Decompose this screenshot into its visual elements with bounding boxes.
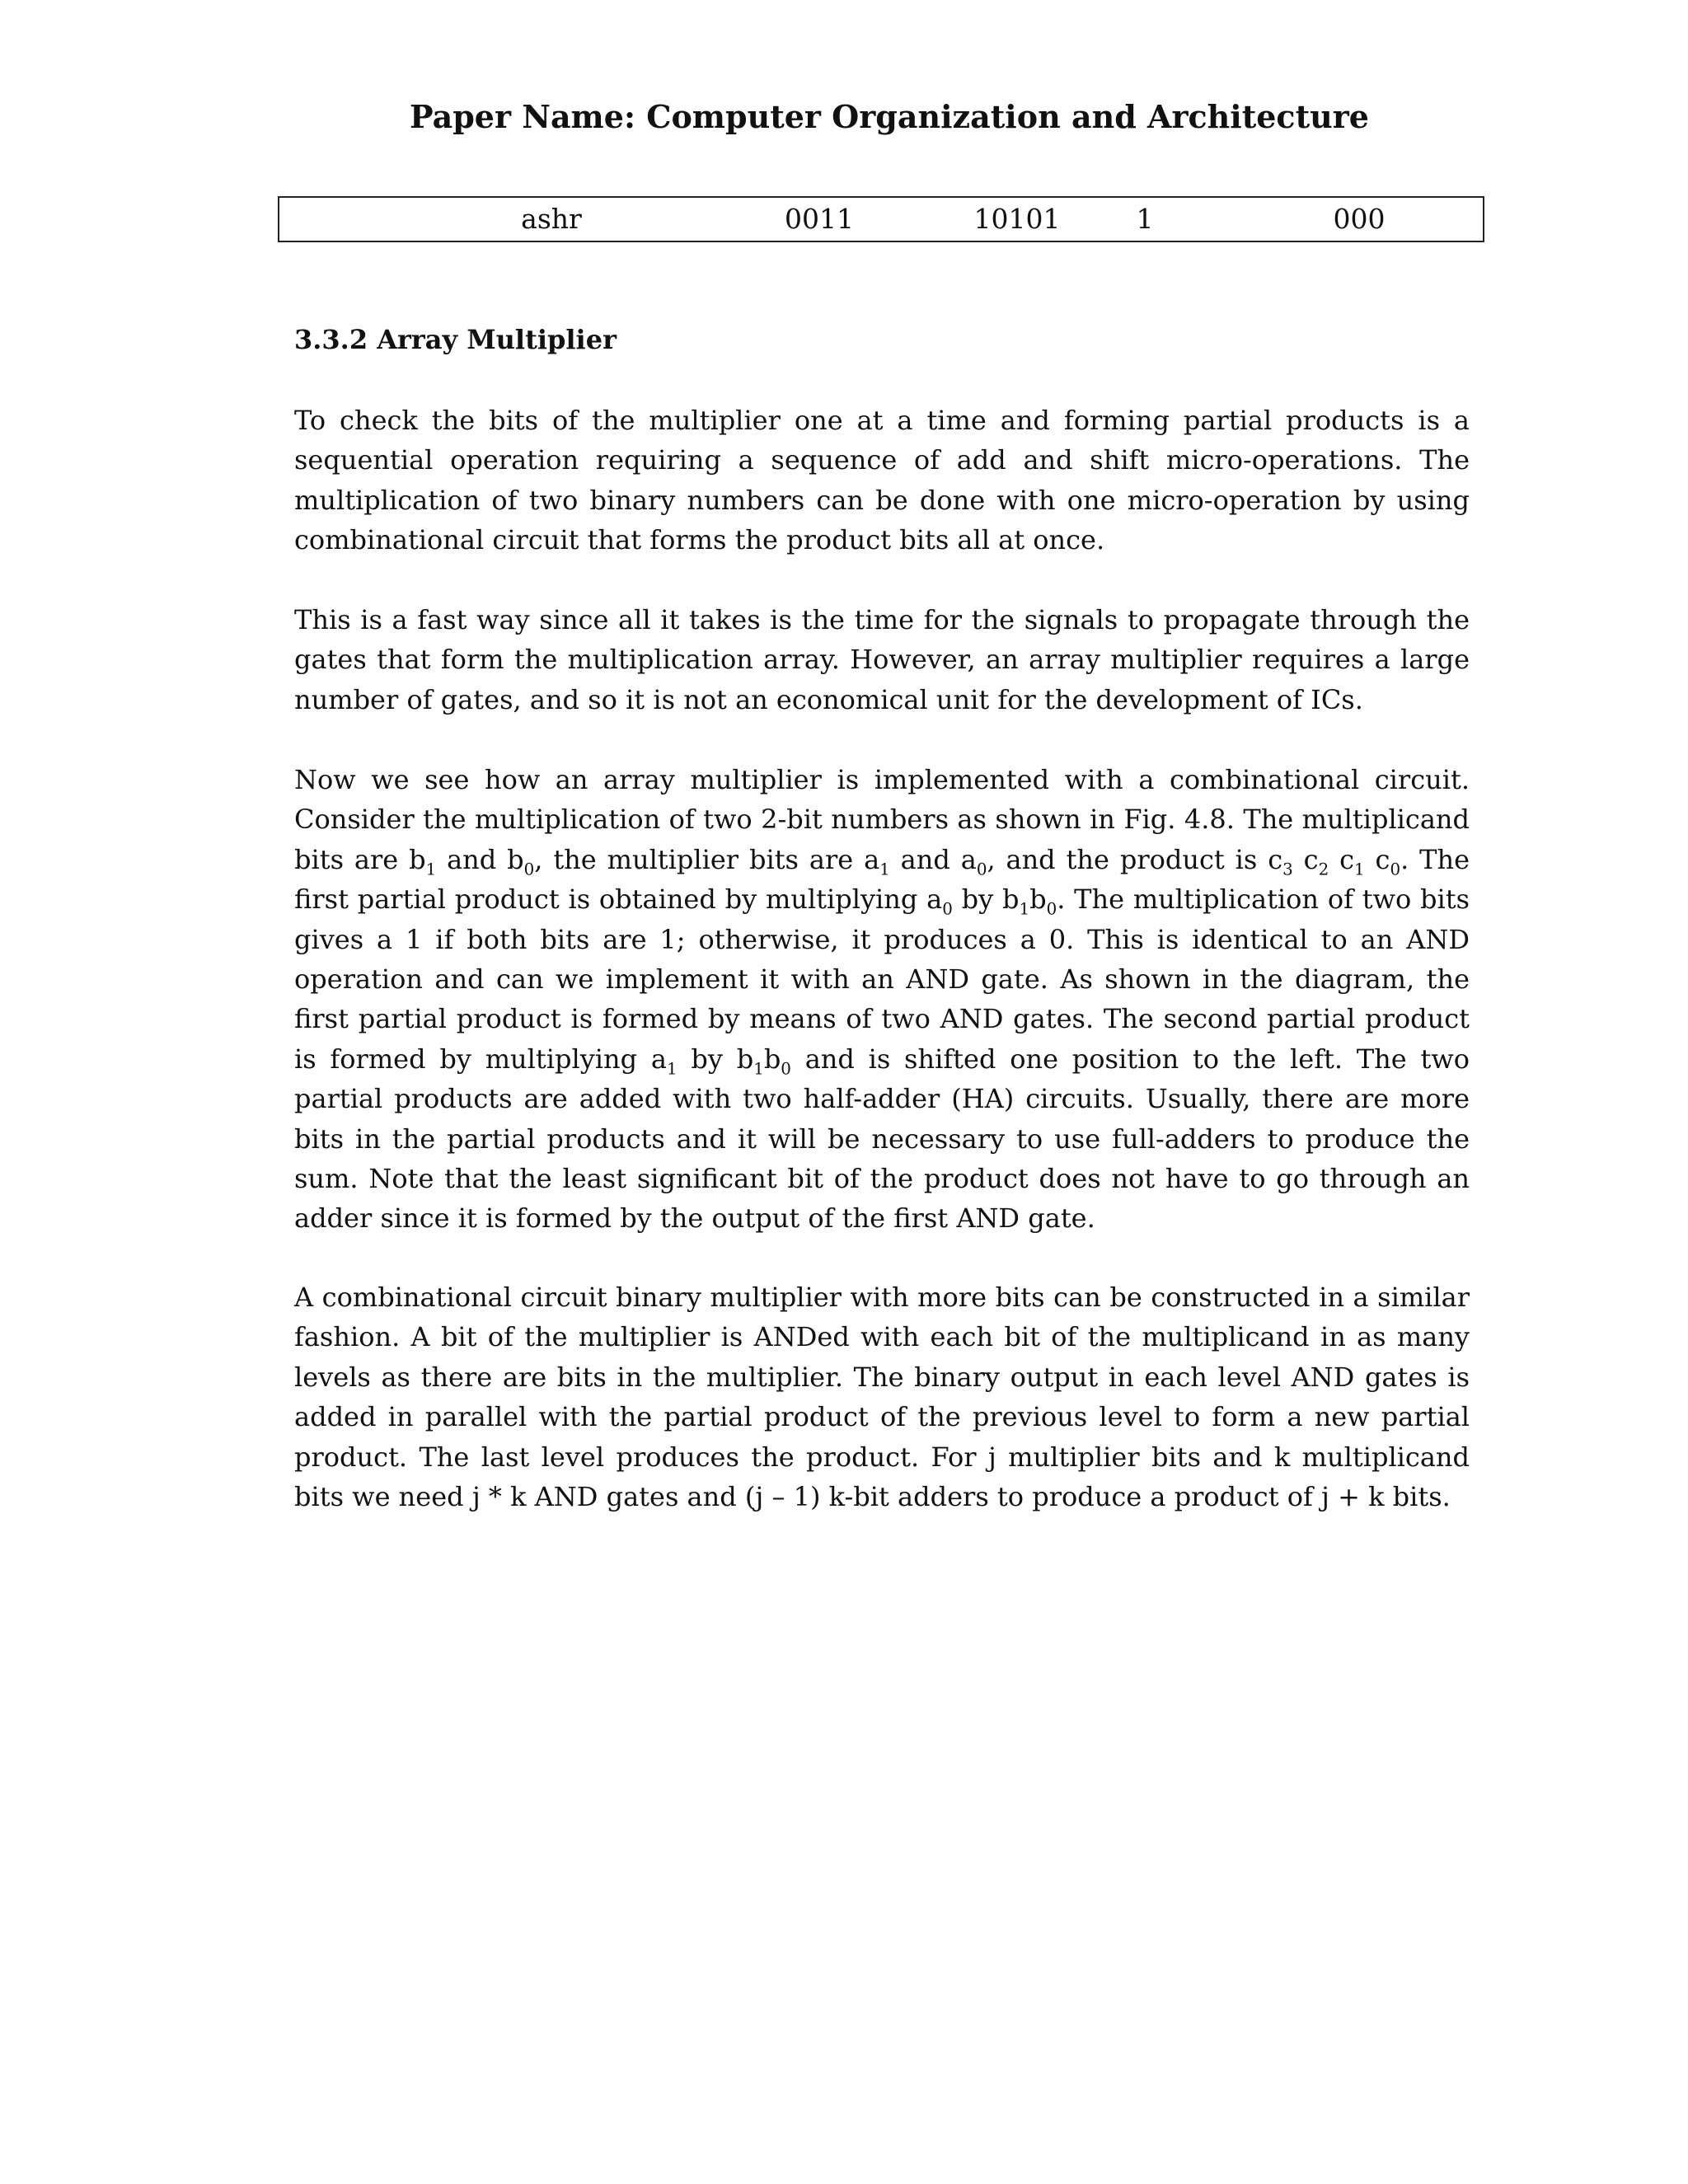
table-cell-operation: ashr (521, 203, 582, 235)
subscript: 1 (666, 1059, 678, 1079)
subscript: 0 (942, 899, 953, 919)
text-run: by b (677, 1043, 754, 1075)
table-cell-bit: 1 (1136, 203, 1154, 235)
page-title: Paper Name: Computer Organization and Architecture (410, 98, 1369, 135)
text-run: . The multiplication of two bits gives a 1 if both bits are 1; otherwise, it produces a 0. This is identical to an AND operation and can we implement it with an AND gate. As shown in the diagram, the first partial product is formed by means of two AND gates. The second partial product is formed by multiplying a (294, 883, 1470, 1075)
subscript: 0 (976, 860, 987, 879)
table-cell-register-1: 0011 (785, 203, 854, 235)
text-run: c (1364, 843, 1390, 875)
table-cell-counter: 000 (1333, 203, 1386, 235)
text-run: c (1329, 843, 1355, 875)
paragraph-intro: To check the bits of the multiplier one at a time and forming partial products is a sequential operation requiring a sequence of add and shift micro-operations. The multiplication of two binary numbers can be done with one micro-operation by using combinational circuit that forms the product bits all at once. (294, 405, 1470, 556)
paragraph-implementation (294, 760, 1470, 1239)
subscript: 1 (425, 860, 437, 879)
subscript: 1 (879, 860, 890, 879)
section-heading: 3.3.2 Array Multiplier (294, 324, 617, 355)
paragraph-general-case: A combinational circuit binary multiplier with more bits can be constructed in a similar fashion. A bit of the multiplier is ANDed with each bit of the multiplicand in as many levels as there are bits in the multiplier. The binary output in each level AND gates is added in parallel with the partial product of the previous level to form a new partial product. The last level produces the product. For j multiplier bits and k multiplicand bits we need j * k AND gates and (j – 1) k-bit adders to produce a product of j + k bits. (294, 1282, 1470, 1513)
subscript: 0 (1046, 899, 1057, 919)
subscript: 0 (523, 860, 535, 879)
text-run: Now we see how an array multiplier is implemented with a combinational circuit. Consider the multiplication of two 2-bit numbers as shown in Fig. 4.8. The multiplicand bits are b (294, 764, 1470, 875)
text-run: b (1029, 883, 1047, 916)
text-run: . The first partial product is obtained by multiplying a (294, 843, 1470, 916)
subscript: 1 (1354, 860, 1365, 879)
text-run: and b (436, 843, 524, 875)
text-run: by b (952, 883, 1020, 916)
subscript: 1 (1019, 899, 1030, 919)
subscript: 1 (753, 1059, 764, 1079)
subscript: 2 (1318, 860, 1329, 879)
table-cell-register-2: 10101 (973, 203, 1061, 235)
text-run: b (763, 1043, 781, 1075)
subscript: 3 (1282, 860, 1293, 879)
subscript: 0 (1390, 860, 1401, 879)
text-run: , the multiplier bits are a (534, 843, 880, 875)
text-run: c (1292, 843, 1319, 875)
shift-operation-table-row (278, 196, 1484, 242)
text-run: and a (889, 843, 977, 875)
paragraph-speed: This is a fast way since all it takes is the time for the signals to propagate through the gates that form the multiplication array. However, an array multiplier requires a large number of gates, and so it is not an economical unit for the development of ICs. (294, 604, 1470, 715)
text-run: and is shifted one position to the left. The two partial products are added with two half-adder (HA) circuits. Usually, there are more bits in the partial products and it will be necessary to use full-adders to produce the sum. Note that the least significant bit of the product does not have to go through an adder since it is formed by the output of the first AND gate. (294, 1043, 1470, 1235)
text-run: , and the product is c (987, 843, 1283, 875)
subscript: 0 (781, 1059, 791, 1079)
